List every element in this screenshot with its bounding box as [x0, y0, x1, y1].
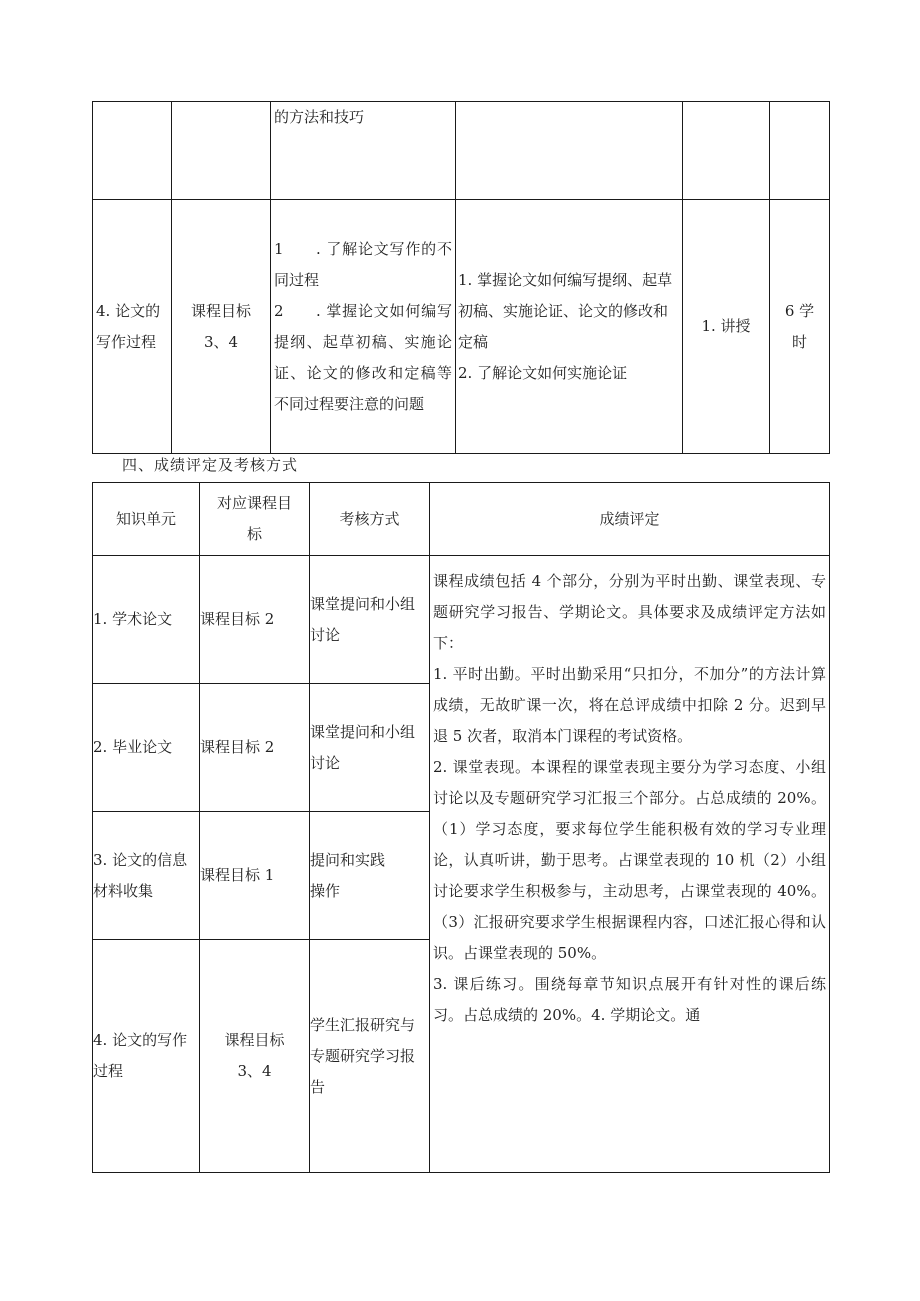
table-row	[93, 556, 830, 684]
unit-cell	[93, 812, 200, 940]
goal-cell	[200, 556, 310, 684]
objective-item: 2 . 掌握论文如何编写提纲、起草初稿、实施论证、论文的修改和定稿等不同过程要注意的问题	[274, 301, 452, 413]
method-label: 课堂提问和小组讨论	[310, 594, 416, 644]
header-unit	[93, 483, 200, 556]
hours-label: 6 学时	[784, 301, 815, 351]
unit-label: 2. 毕业论文	[93, 738, 173, 756]
unit-cell	[93, 684, 200, 812]
goal-label: 课程目标 2	[200, 738, 275, 756]
assessment-table	[92, 482, 830, 1173]
method-label: 学生汇报研究与专题研究学习报告	[310, 1015, 416, 1096]
table-row	[93, 102, 830, 200]
method-cell	[310, 940, 430, 1173]
grading-paragraph: 课程成绩包括 4 个部分，分别为平时出勤、课堂表现、专题研究学习报告、学期论文。具体要求及成绩评定方法如下：	[433, 572, 826, 652]
grading-cell	[430, 556, 830, 1173]
table-row	[93, 200, 830, 454]
method-cell	[310, 684, 430, 812]
unit-label: 4. 论文的写作过程	[93, 1031, 188, 1080]
table-header-row	[93, 483, 830, 556]
hours-cell	[770, 200, 830, 454]
course-goal-label: 课程目标 3、4	[190, 301, 251, 351]
unit-label: 1. 学术论文	[93, 610, 173, 628]
key-points-cell	[456, 102, 683, 200]
header-grading	[430, 483, 830, 556]
grading-paragraph: 3. 课后练习。围绕每章节知识点展开有针对性的课后练习。占总成绩的 20%。4. 学期论文。通	[433, 975, 826, 1024]
goal-cell	[200, 940, 310, 1173]
goal-cell	[200, 684, 310, 812]
objectives-cell	[271, 200, 456, 454]
objectives-cell	[271, 102, 456, 200]
header-goal	[200, 483, 310, 556]
objective-line: 的方法和技巧	[274, 108, 365, 126]
unit-cell	[93, 102, 172, 200]
unit-label: 3. 论文的信息材料收集	[93, 850, 188, 900]
teaching-method-cell	[683, 102, 770, 200]
key-point-item: 1. 掌握论文如何编写提纲、起草初稿、实施论证、论文的修改和定稿	[458, 270, 673, 351]
key-points-cell	[456, 200, 683, 454]
key-point-item: 2. 了解论文如何实施论证	[458, 363, 628, 382]
method-cell	[310, 556, 430, 684]
header-unit-label: 知识单元	[115, 509, 176, 528]
unit-cell	[93, 200, 172, 454]
hours-cell	[770, 102, 830, 200]
goal-cell	[200, 812, 310, 940]
grading-paragraph: 2. 课堂表现。本课程的课堂表现主要分为学习态度、小组讨论以及专题研究学习汇报三个部分。占总成绩的 20%。（1）学习态度，要求每位学生能积极有效的学习专业理论，认真听讲，勤于思考。占课堂表现的 10 机（2）小组讨论要求学生积极参与，主动思考，占课堂表现的 40%。（3）汇报研究要求学生根据课程内容，口述汇报心得和认识。占课堂表现的 50%。	[433, 758, 826, 962]
teaching-method-cell	[683, 200, 770, 454]
grading-paragraph: 1. 平时出勤。平时出勤采用“只扣分，不加分”的方法计算成绩，无故旷课一次，将在总评成绩中扣除 2 分。迟到早退 5 次者，取消本门课程的考试资格。	[433, 665, 826, 745]
goal-label: 课程目标 2	[200, 610, 275, 628]
header-method	[310, 483, 430, 556]
method-cell	[310, 812, 430, 940]
method-label: 提问和实践操作	[310, 850, 386, 900]
teaching-method-label: 1. 讲授	[701, 317, 751, 335]
course-goal-cell	[172, 102, 271, 200]
header-method-label: 考核方式	[339, 509, 400, 528]
method-label: 课堂提问和小组讨论	[310, 722, 416, 772]
unit-label: 4. 论文的写作过程	[96, 301, 161, 351]
course-goal-cell	[172, 200, 271, 454]
header-goal-label: 对应课程目标	[216, 494, 292, 543]
objective-item: 1 . 了解论文写作的不同过程	[274, 239, 452, 289]
goal-label: 课程目标 3、4	[224, 1031, 285, 1080]
header-grading-label: 成绩评定	[599, 509, 660, 528]
goal-label: 课程目标 1	[200, 866, 275, 884]
syllabus-table	[92, 101, 830, 454]
section-heading: 四、成绩评定及考核方式	[122, 456, 299, 474]
unit-cell	[93, 556, 200, 684]
unit-cell	[93, 940, 200, 1173]
